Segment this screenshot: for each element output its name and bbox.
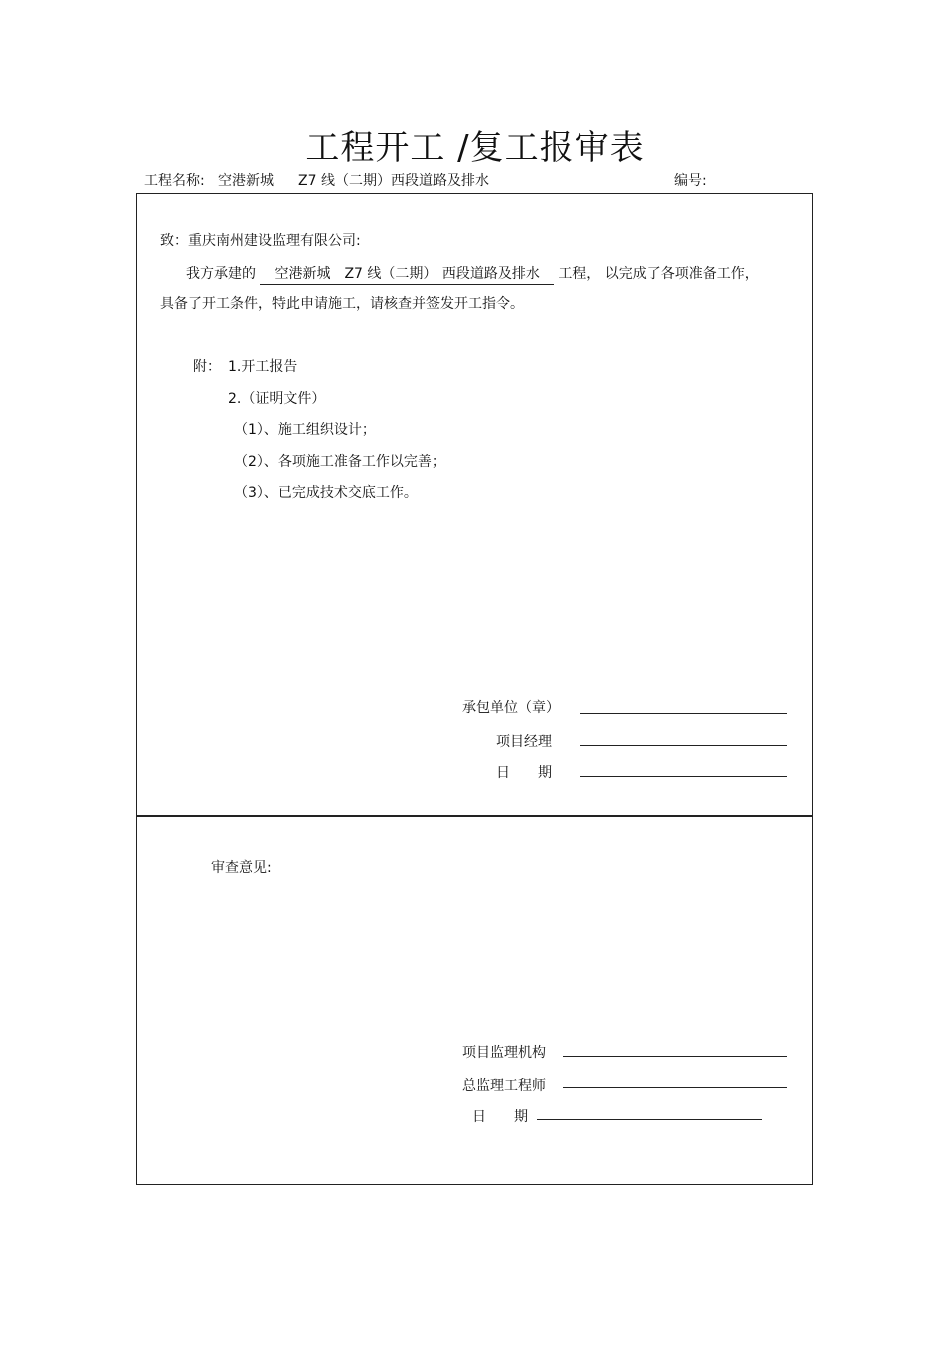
- attachments-label: 附：: [193, 359, 221, 375]
- attachment-item: （3）、已完成技术交底工作。: [234, 485, 418, 501]
- addressee: 致：重庆南州建设监理有限公司:: [160, 233, 361, 249]
- attachment-2: 2.（证明文件）: [228, 391, 326, 407]
- application-body-line1: [186, 263, 759, 285]
- project-fill-in: 空港新城 Z7 线（二期） 西段道路及排水: [260, 263, 553, 285]
- contractor-signature-line: [580, 713, 787, 714]
- manager-label: 项目经理: [496, 734, 552, 750]
- attachment-1: 1.开工报告: [228, 359, 298, 375]
- project-name-label: 工程名称:: [144, 173, 205, 189]
- manager-signature-line: [580, 745, 787, 746]
- application-body-line2: 具备了开工条件，特此申请施工，请核查并签发开工指令。: [160, 296, 524, 312]
- chief-engineer-signature-line: [563, 1087, 787, 1088]
- review-date-label: 日 期: [472, 1109, 528, 1125]
- contractor-label: 承包单位（章）: [462, 700, 560, 716]
- body-line1-end: 工程， 以完成了各项准备工作，: [558, 266, 759, 282]
- chief-engineer-label: 总监理工程师: [462, 1078, 546, 1094]
- review-date-line: [537, 1119, 762, 1120]
- attachment-item: （2）、各项施工准备工作以完善；: [234, 454, 446, 470]
- page-title: 工程开工 /复工报审表: [305, 128, 645, 168]
- supervision-org-signature-line: [563, 1056, 787, 1057]
- date-label: 日 期: [496, 765, 552, 781]
- attachment-item: （1）、施工组织设计；: [234, 422, 376, 438]
- number-label: 编号:: [674, 173, 707, 189]
- supervision-org-label: 项目监理机构: [462, 1045, 546, 1061]
- project-name-part2: Z7 线（二期）西段道路及排水: [298, 173, 489, 189]
- intro-text: 我方承建的: [186, 266, 256, 282]
- date-line: [580, 776, 787, 777]
- application-section: [136, 193, 813, 817]
- project-name-part1: 空港新城: [218, 173, 274, 189]
- review-opinion-label: 审查意见:: [211, 860, 272, 876]
